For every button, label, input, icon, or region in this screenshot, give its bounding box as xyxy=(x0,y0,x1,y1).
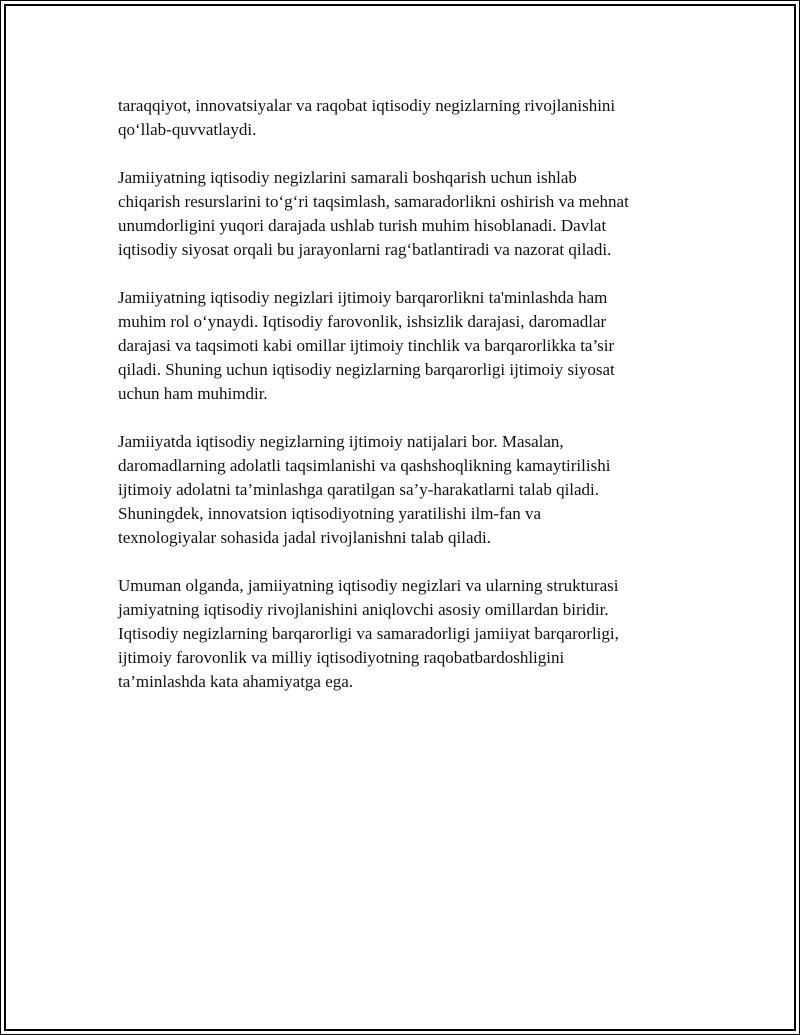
paragraph-2: Jamiiyatning iqtisodiy negizlarini samarali boshqarish uchun ishlab chiqarish resurslarini to‘g‘ri taqsimlash, samaradorlikni oshirish va mehnat unumdorligini yuqori darajada ushlab turish muhim hisoblanadi. Davlat iqtisodiy siyosat orqali bu jarayonlarni rag‘batlantiradi va nazorat qiladi. xyxy=(118,168,629,259)
document-body xyxy=(118,94,678,718)
paragraph-4: Jamiiyatda iqtisodiy negizlarning ijtimoiy natijalari bor. Masalan, daromadlarning adolatli taqsimlanishi va qashshoqlikning kamaytirilishi ijtimoiy adolatni ta’minlashga qaratilgan sa’y-harakatlarni talab qiladi. Shuningdek, innovatsion iqtisodiyotning yaratilishi ilm-fan va texnologiyalar sohasida jadal rivojlanishni talab qiladi. xyxy=(118,432,611,547)
paragraph-1: taraqqiyot, innovatsiyalar va raqobat iqtisodiy negizlarning rivojlanishini qo‘llab-quvvatlaydi. xyxy=(118,96,616,139)
paragraph-5: Umuman olganda, jamiiyatning iqtisodiy negizlari va ularning strukturasi jamiyatning iqtisodiy rivojlanishini aniqlovchi asosiy omillardan biridir. Iqtisodiy negizlarning barqarorligi va samaradorligi jamiiyat barqarorligi, ijtimoiy farovonlik va milliy iqtisodiyotning raqobatbardoshligini ta’minlashda kata ahamiyatga ega. xyxy=(118,576,619,691)
paragraph-3: Jamiiyatning iqtisodiy negizlari ijtimoiy barqarorlikni ta'minlashda ham muhim rol o‘ynaydi. Iqtisodiy farovonlik, ishsizlik darajasi, daromadlar darajasi va taqsimoti kabi omillar ijtimoiy tinchlik va barqarorlikka ta’sir qiladi. Shuning uchun iqtisodiy negizlarning barqarorligi ijtimoiy siyosat uchun ham muhimdir. xyxy=(118,288,615,403)
